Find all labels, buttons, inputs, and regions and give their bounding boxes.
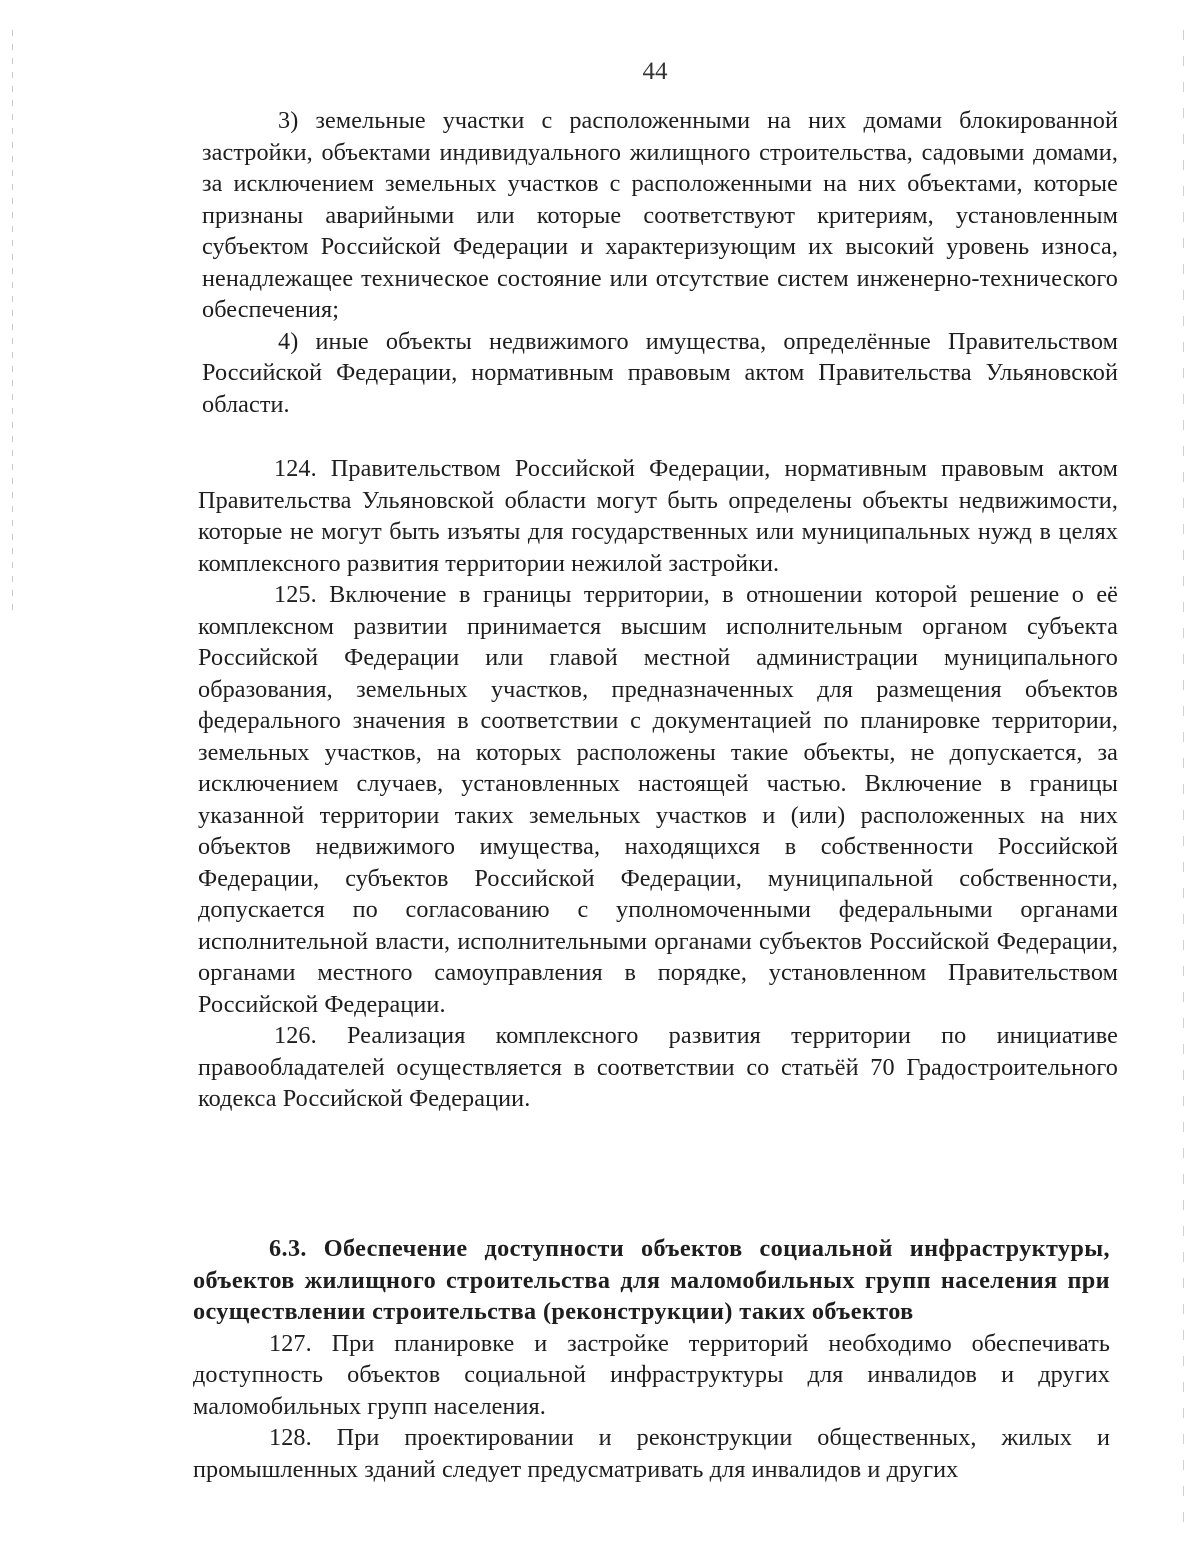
paragraph-item-4: 4) иные объекты недвижимого имущества, определённые Правительством Российской Федерации, нормативным правовым актом Правительства Ульяновской области. bbox=[202, 327, 1118, 418]
section-heading-6-3: 6.3. Обеспечение доступности объектов социальной инфраструктуры, объектов жилищного строительства для маломобильных групп населения при осуществлении строительства (реконструкции) таких объектов bbox=[193, 1235, 1110, 1325]
scan-edge-artifact-right bbox=[1183, 30, 1184, 1530]
text-block-section-6-3 bbox=[193, 1233, 1110, 1485]
text-block-upper bbox=[202, 105, 1118, 420]
paragraph-125: 125. Включение в границы территории, в отношении которой решение о её комплексном развитии принимается высшим исполнительным органом субъекта Российской Федерации или главой местной администрации муниципального образования, земельных участков, предназначенных для размещения объектов федерального значения в соответствии с документацией по планировке территории, земельных участков, на которых расположены такие объекты, не допускается, за исключением случаев, установленных настоящей частью. Включение в границы указанной территории таких земельных участков и (или) расположенных на них объектов недвижимого имущества, находящихся в собственности Российской Федерации, субъектов Российской Федерации, муниципальной собственности, допускается по согласованию с уполномоченными федеральными органами исполнительной власти, исполнительными органами субъектов Российской Федерации, органами местного самоуправления в порядке, установленном Правительством Российской Федерации. bbox=[198, 581, 1118, 1018]
page-number: 44 bbox=[642, 58, 668, 85]
paragraph-127: 127. При планировке и застройке территорий необходимо обеспечивать доступность объектов социальной инфраструктуры для инвалидов и других маломобильных групп населения. bbox=[193, 1329, 1110, 1420]
text-block-middle bbox=[198, 453, 1118, 1115]
scan-edge-artifact-left bbox=[12, 30, 13, 610]
paragraph-item-3: 3) земельные участки с расположенными на них домами блокированной застройки, объектами индивидуального жилищного строительства, садовыми домами, за исключением земельных участков с расположенными на них объектами, которые признаны аварийными или которые соответствуют критериям, установленным субъектом Российской Федерации и характеризующим их высокий уровень износа, ненадлежащее техническое состояние или отсутствие систем инженерно-технического обеспечения; bbox=[202, 107, 1118, 323]
paragraph-126: 126. Реализация комплексного развития территории по инициативе правообладателей осуществляется в соответствии со статьёй 70 Градостроительного кодекса Российской Федерации. bbox=[198, 1022, 1118, 1112]
paragraph-128: 128. При проектировании и реконструкции общественных, жилых и промышленных зданий следует предусматривать для инвалидов и других bbox=[193, 1424, 1110, 1483]
paragraph-124: 124. Правительством Российской Федерации, нормативным правовым актом Правительства Ульяновской области могут быть определены объекты недвижимости, которые не могут быть изъяты для государственных или муниципальных нужд в целях комплексного развития территории нежилой застройки. bbox=[198, 455, 1118, 577]
